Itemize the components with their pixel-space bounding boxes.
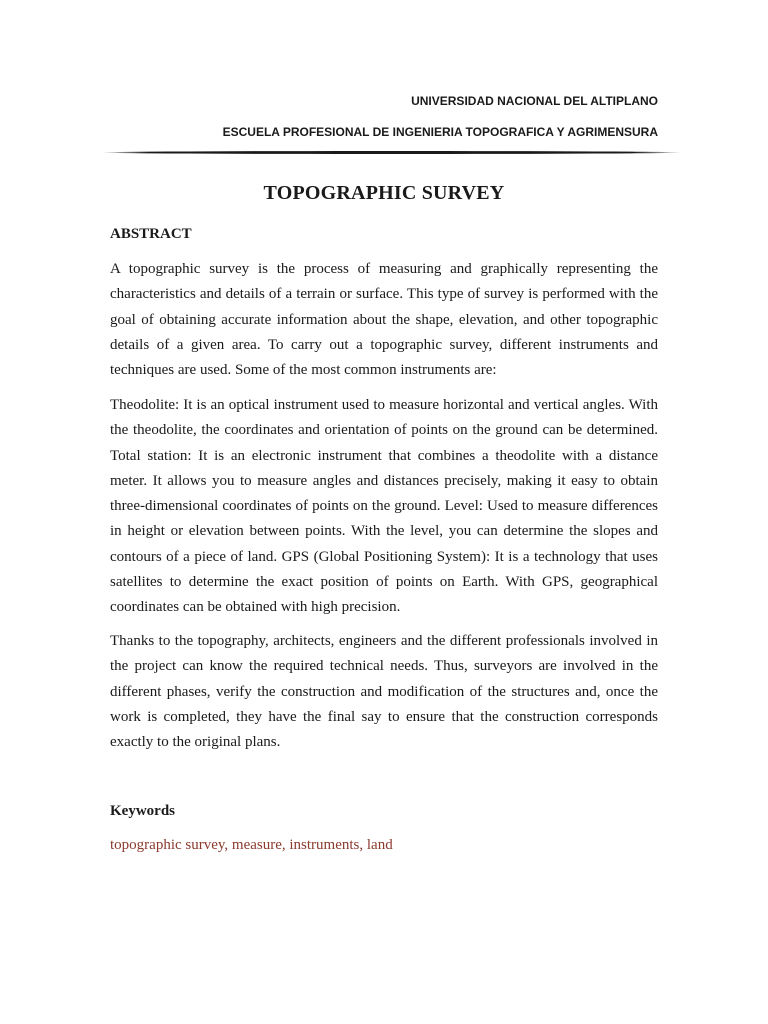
document-title: TOPOGRAPHIC SURVEY — [263, 182, 505, 204]
keywords-list: topographic survey, measure, instruments, land — [110, 837, 393, 853]
keywords-heading: Keywords — [110, 803, 175, 819]
abstract-paragraph: Theodolite: It is an optical instrument used to measure horizontal and vertical angles. With the theodolite, the coordinates and orientation of points on the ground can be determined. Total station: It is an electronic instrument that combines a theodolite with a distance meter. It allows you to measure angles and distances precisely, making it easy to obtain three-dimensional coordinates of points on the ground. Level: Used to measure differences in height or elevation between points. With the level, you can determine the slopes and contours of a piece of land. GPS (Global Positioning System): It is a technology that uses satellites to determine the exact position of points on Earth. With GPS, geographical coordinates can be obtained with high precision. — [110, 397, 658, 616]
university-name: UNIVERSIDAD NACIONAL DEL ALTIPLANO — [411, 94, 658, 108]
abstract-paragraph: A topographic survey is the process of measuring and graphically representing the characteristics and details of a terrain or surface. This type of survey is performed with the goal of obtaining accurate information about the shape, elevation, and other topographic details of a given area. To carry out a topographic survey, different instruments and techniques are used. Some of the most common instruments are: — [110, 261, 658, 379]
abstract-heading: ABSTRACT — [110, 226, 192, 242]
school-name: ESCUELA PROFESIONAL DE INGENIERIA TOPOGRAFICA Y AGRIMENSURA — [222, 125, 658, 139]
abstract-paragraph: Thanks to the topography, architects, engineers and the different professionals involved in the project can know the required technical needs. Thus, surveyors are involved in the different phases, verify the construction and modification of the structures and, once the work is completed, they have the final say to ensure that the construction corresponds exactly to the original plans. — [110, 633, 658, 751]
header-divider — [103, 151, 680, 154]
